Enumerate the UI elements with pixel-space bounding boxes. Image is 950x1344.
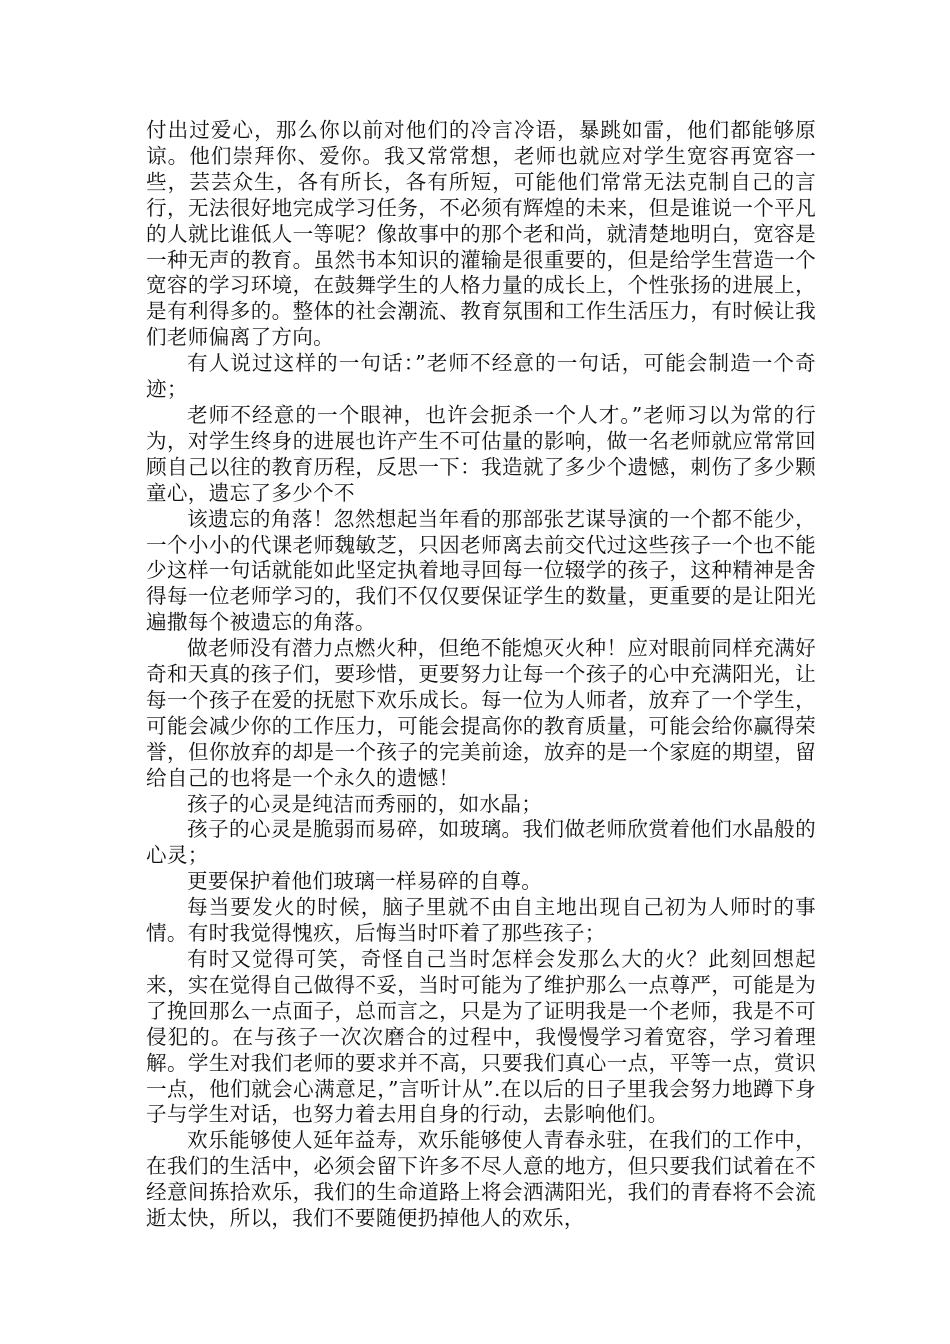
paragraph: 有时又觉得可笑，奇怪自己当时怎样会发那么大的火？此刻回想起来，实在觉得自己做得不妥，当时可能为了维护那么一点尊严，可能是为了挽回那么一点面子，总而言之，只是为了证明我是一个老师，我是不可侵犯的。在与孩子一次次磨合的过程中，我慢慢学习着宽容，学习着理解。学生对我们老师的要求并不高，只要我们真心一点，平等一点，赏识一点，他们就会心满意足，”言听计从”.在以后的日子里我会努力地蹲下身子与学生对话，也努力着去用自身的行动，去影响他们。 bbox=[146, 947, 816, 1127]
paragraph: 更要保护着他们玻璃一样易碎的自尊。 bbox=[187, 869, 543, 894]
paragraph: 该遗忘的角落！忽然想起当年看的那部张艺谋导演的一个都不能少，一个小小的代课老师魏敏芝，只因老师离去前交代过这些孩子一个也不能少这样一句话就能如此坚定执着地寻回每一位辍学的孩子，这种精神是舍得每一位老师学习的，我们不仅仅要保证学生的数量，更重要的是让阳光遍撒每个被遗忘的角落。 bbox=[146, 506, 816, 635]
paragraph: 欢乐能够使人延年益寿，欢乐能够使人青春永驻，在我们的工作中，在我们的生活中，必须会留下许多不尽人意的地方，但只要我们试着在不经意间拣拾欢乐，我们的生命道路上将会洒满阳光，我们的青春将不会流逝太快，所以，我们不要随便扔掉他人的欢乐， bbox=[146, 1128, 816, 1231]
paragraph: 付出过爱心，那么你以前对他们的冷言冷语，暴跳如雷，他们都能够原谅。他们崇拜你、爱你。我又常常想，老师也就应对学生宽容再宽容一些，芸芸众生，各有所长，各有所短，可能他们常常无法克制自己的言行，无法很好地完成学习任务，不必须有辉煌的未来，但是谁说一个平凡的人就比谁低人一等呢？像故事中的那个老和尚，就清楚地明白，宽容是一种无声的教育。虽然书本知识的灌输是很重要的，但是给学生营造一个宽容的学习环境，在鼓舞学生的人格力量的成长上，个性张扬的进展上，是有利得多的。整体的社会潮流、教育氛围和工作生活压力，有时候让我们老师偏离了方向。 bbox=[146, 118, 816, 350]
paragraph: 有人说过这样的一句话：”老师不经意的一句话，可能会制造一个奇迹； bbox=[146, 351, 816, 402]
document-body bbox=[146, 118, 816, 1232]
paragraph: 老师不经意的一个眼神，也许会扼杀一个人才。”老师习以为常的行为，对学生终身的进展也许产生不可估量的影响，做一名老师就应常常回顾自己以往的教育历程，反思一下：我造就了多少个遗憾，刺伤了多少颗童心，遗忘了多少个不 bbox=[146, 402, 816, 505]
paragraph: 每当要发火的时候，脑子里就不由自主地出现自己初为人师时的事情。有时我觉得愧疚，后悔当时吓着了那些孩子； bbox=[146, 895, 816, 946]
paragraph: 孩子的心灵是纯洁而秀丽的，如水晶； bbox=[187, 791, 543, 816]
paragraph: 做老师没有潜力点燃火种，但绝不能熄灭火种！应对眼前同样充满好奇和天真的孩子们，要珍惜，更要努力让每一个孩子的心中充满阳光，让每一个孩子在爱的抚慰下欢乐成长。每一位为人师者，放弃了一个学生，可能会减少你的工作压力，可能会提高你的教育质量，可能会给你赢得荣誉，但你放弃的却是一个孩子的完美前途，放弃的是一个家庭的期望，留给自己的也将是一个永久的遗憾！ bbox=[146, 636, 816, 790]
paragraph: 孩子的心灵是脆弱而易碎，如玻璃。我们做老师欣赏着他们水晶般的心灵； bbox=[146, 817, 816, 868]
